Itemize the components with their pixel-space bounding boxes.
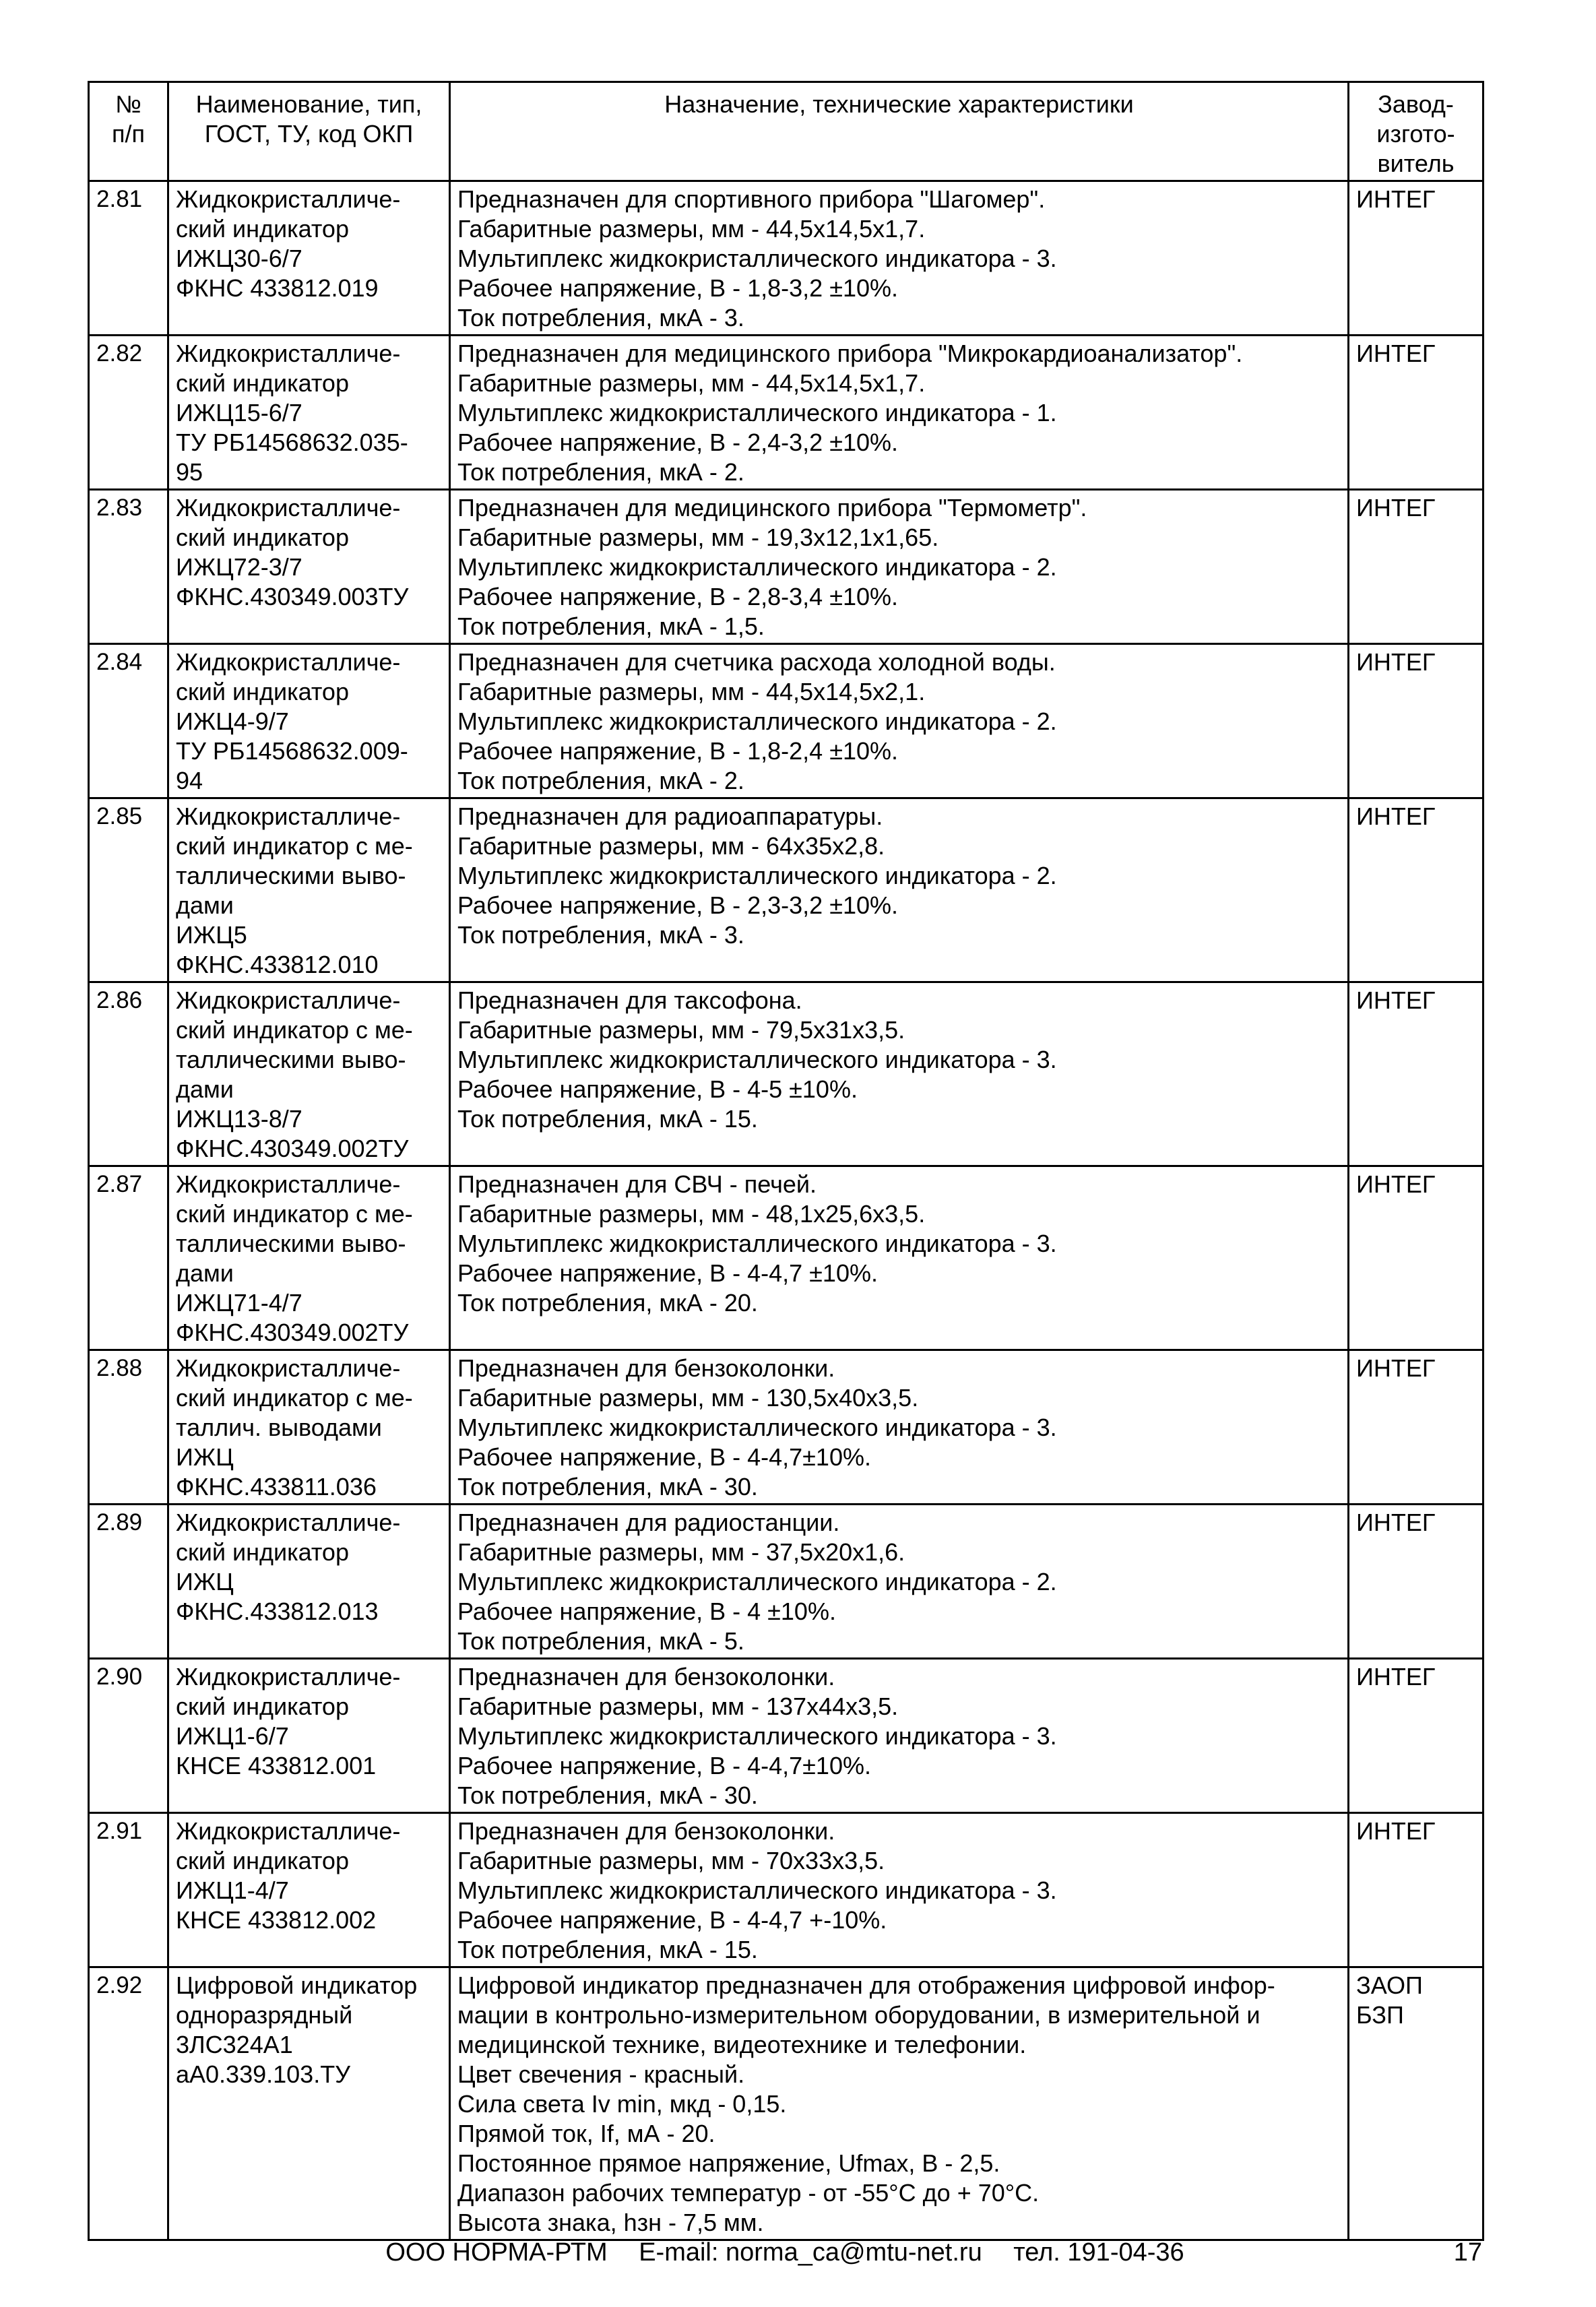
- row-desc-line: Ток потребления, мкА - 3.: [457, 921, 744, 949]
- row-name-cell: [168, 181, 450, 336]
- row-name-line: 94: [176, 767, 203, 794]
- row-name-line: ИЖЦ1-6/7: [176, 1722, 289, 1750]
- row-number-cell: 2.87: [89, 1166, 168, 1350]
- row-name-line: аА0.339.103.ТУ: [176, 2060, 351, 2088]
- row-desc-line: Мультиплекс жидкокристаллического индикатора - 2.: [457, 1568, 1057, 1595]
- table-row: [89, 798, 1483, 982]
- row-number-cell: 2.92: [89, 1967, 168, 2240]
- row-desc-line: Предназначен для счетчика расхода холодной воды.: [457, 648, 1056, 676]
- row-desc-line: Ток потребления, мкА - 15.: [457, 1936, 758, 1963]
- header-maker-line: Завод-: [1378, 90, 1454, 118]
- row-desc-cell: [450, 982, 1349, 1166]
- row-desc-line: Рабочее напряжение, В - 1,8-2,4 ±10%.: [457, 737, 899, 765]
- row-name-cell: [168, 490, 450, 644]
- row-desc-line: Габаритные размеры, мм - 137х44х3,5.: [457, 1693, 899, 1720]
- row-desc-line: Ток потребления, мкА - 15.: [457, 1105, 758, 1133]
- row-name-line: ский индикатор с ме-: [176, 1016, 413, 1044]
- row-desc-line: Рабочее напряжение, В - 4-4,7 +-10%.: [457, 1906, 887, 1934]
- row-name-line: одноразрядный: [176, 2001, 353, 2029]
- row-desc-line: Габаритные размеры, мм - 130,5х40х3,5.: [457, 1384, 919, 1412]
- row-desc-line: Предназначен для бензоколонки.: [457, 1354, 835, 1382]
- row-maker-cell: [1349, 1813, 1483, 1967]
- row-desc-line: Постоянное прямое напряжение, Ufmax, В - 2,5.: [457, 2149, 1000, 2177]
- row-name-line: ИЖЦ: [176, 1568, 234, 1595]
- row-desc-cell: [450, 1967, 1349, 2240]
- row-desc-line: Габаритные размеры, мм - 37,5х20х1,6.: [457, 1538, 905, 1566]
- row-name-cell: [168, 1166, 450, 1350]
- row-name-line: ФКНС.430349.003ТУ: [176, 583, 409, 610]
- row-name-line: ский индикатор: [176, 678, 349, 705]
- row-desc-line: Цифровой индикатор предназначен для отображения цифровой инфор-: [457, 1971, 1275, 1999]
- row-name-line: таллическими выво-: [176, 1230, 406, 1257]
- row-desc-cell: [450, 181, 1349, 336]
- row-desc-line: Предназначен для спортивного прибора "Шагомер".: [457, 185, 1046, 213]
- row-name-line: ФКНС.433812.010: [176, 951, 379, 978]
- row-desc-line: Прямой ток, If, мА - 20.: [457, 2120, 715, 2147]
- page-footer: [88, 2236, 1482, 2269]
- row-name-line: ский индикатор: [176, 524, 349, 551]
- row-desc-line: Мультиплекс жидкокристаллического индикатора - 2.: [457, 707, 1057, 735]
- row-name-line: дами: [176, 891, 234, 919]
- row-name-line: таллич. выводами: [176, 1414, 382, 1441]
- row-desc-line: Предназначен для радиоаппаратуры.: [457, 802, 883, 830]
- row-name-line: ский индикатор с ме-: [176, 1384, 413, 1412]
- row-number-cell: 2.85: [89, 798, 168, 982]
- row-name-line: ИЖЦ4-9/7: [176, 707, 289, 735]
- row-name-line: ТУ РБ14568632.009-: [176, 737, 408, 765]
- row-maker-line: ИНТЕГ: [1356, 1663, 1436, 1690]
- row-name-line: ский индикатор: [176, 1693, 349, 1720]
- row-desc-cell: [450, 336, 1349, 490]
- row-desc-line: Габаритные размеры, мм - 70х33х3,5.: [457, 1847, 885, 1874]
- row-desc-cell: [450, 1166, 1349, 1350]
- header-num-line: №: [115, 90, 141, 118]
- row-number-cell: 2.86: [89, 982, 168, 1166]
- row-desc-line: Ток потребления, мкА - 30.: [457, 1781, 758, 1809]
- row-desc-line: Рабочее напряжение, В - 4 ±10%.: [457, 1598, 836, 1625]
- table-row: [89, 1967, 1483, 2240]
- row-desc-line: Ток потребления, мкА - 3.: [457, 304, 744, 331]
- row-maker-line: ЗАОП: [1356, 1971, 1423, 1999]
- row-name-line: ФКНС.433812.013: [176, 1598, 379, 1625]
- table-row: [89, 1659, 1483, 1813]
- row-name-line: ИЖЦ30-6/7: [176, 245, 302, 272]
- table-row: [89, 181, 1483, 336]
- table-row: [89, 644, 1483, 798]
- row-desc-line: Предназначен для радиостанции.: [457, 1509, 840, 1536]
- row-desc-line: Предназначен для бензоколонки.: [457, 1817, 835, 1845]
- row-desc-line: Высота знака, hзн - 7,5 мм.: [457, 2209, 764, 2236]
- table-row: [89, 1166, 1483, 1350]
- row-maker-line: ИНТЕГ: [1356, 648, 1436, 676]
- row-name-line: Жидкокристалличе-: [176, 986, 401, 1014]
- row-number-cell: 2.91: [89, 1813, 168, 1967]
- row-maker-cell: [1349, 644, 1483, 798]
- footer-phone: тел. 191-04-36: [1013, 2238, 1184, 2267]
- row-desc-cell: [450, 1505, 1349, 1659]
- row-maker-line: ИНТЕГ: [1356, 802, 1436, 830]
- row-desc-line: Предназначен для бензоколонки.: [457, 1663, 835, 1690]
- row-maker-cell: [1349, 1505, 1483, 1659]
- row-name-cell: [168, 1967, 450, 2240]
- row-name-line: ский индикатор: [176, 1538, 349, 1566]
- header-desc: [450, 82, 1349, 181]
- table-row: [89, 336, 1483, 490]
- row-number-cell: 2.82: [89, 336, 168, 490]
- row-desc-line: Ток потребления, мкА - 30.: [457, 1473, 758, 1500]
- row-name-line: ский индикатор: [176, 215, 349, 243]
- row-desc-line: Габаритные размеры, мм - 44,5х14,5х1,7.: [457, 215, 926, 243]
- row-number-cell: 2.83: [89, 490, 168, 644]
- row-name-line: Жидкокристалличе-: [176, 1817, 401, 1845]
- row-desc-line: Мультиплекс жидкокристаллического индикатора - 3.: [457, 1414, 1057, 1441]
- header-maker-line: витель: [1377, 150, 1455, 177]
- row-desc-line: Рабочее напряжение, В - 2,8-3,4 ±10%.: [457, 583, 899, 610]
- footer-company: ООО НОРМА-РТМ: [385, 2238, 608, 2267]
- row-desc-cell: [450, 644, 1349, 798]
- header-name-line: ГОСТ, ТУ, код ОКП: [204, 120, 414, 148]
- row-desc-line: Мультиплекс жидкокристаллического индикатора - 2.: [457, 553, 1057, 581]
- row-desc-line: Мультиплекс жидкокристаллического индикатора - 3.: [457, 1230, 1057, 1257]
- row-maker-cell: [1349, 336, 1483, 490]
- row-desc-line: Ток потребления, мкА - 5.: [457, 1627, 744, 1655]
- row-maker-line: ИНТЕГ: [1356, 1817, 1436, 1845]
- row-desc-line: Рабочее напряжение, В - 2,3-3,2 ±10%.: [457, 891, 899, 919]
- row-desc-cell: [450, 1659, 1349, 1813]
- row-name-line: ИЖЦ71-4/7: [176, 1289, 302, 1317]
- row-desc-line: Ток потребления, мкА - 1,5.: [457, 612, 765, 640]
- row-name-line: ФКНС.433811.036: [176, 1473, 377, 1500]
- row-maker-cell: [1349, 798, 1483, 982]
- row-name-line: Жидкокристалличе-: [176, 1663, 401, 1690]
- row-name-cell: [168, 982, 450, 1166]
- row-desc-line: Рабочее напряжение, В - 4-4,7 ±10%.: [457, 1259, 878, 1287]
- header-name: [168, 82, 450, 181]
- row-name-cell: [168, 644, 450, 798]
- row-name-line: ский индикатор: [176, 1847, 349, 1874]
- row-desc-line: Рабочее напряжение, В - 4-5 ±10%.: [457, 1075, 858, 1103]
- row-name-line: Цифровой индикатор: [176, 1971, 418, 1999]
- header-desc-line: Назначение, технические характеристики: [664, 90, 1134, 118]
- row-maker-line: ИНТЕГ: [1356, 1509, 1436, 1536]
- row-desc-line: Рабочее напряжение, В - 4-4,7±10%.: [457, 1752, 871, 1779]
- table-row: [89, 1813, 1483, 1967]
- header-maker: [1349, 82, 1483, 181]
- row-maker-line: ИНТЕГ: [1356, 1354, 1436, 1382]
- row-desc-line: Предназначен для медицинского прибора "Термометр".: [457, 494, 1087, 522]
- row-name-line: 95: [176, 458, 203, 486]
- row-number-cell: 2.81: [89, 181, 168, 336]
- row-name-line: ТУ РБ14568632.035-: [176, 429, 408, 456]
- row-desc-line: Габаритные размеры, мм - 48,1х25,6х3,5.: [457, 1200, 926, 1228]
- row-name-cell: [168, 1505, 450, 1659]
- header-num-line: п/п: [112, 120, 145, 148]
- row-name-line: дами: [176, 1075, 234, 1103]
- row-desc-line: Ток потребления, мкА - 2.: [457, 767, 744, 794]
- row-maker-line: ИНТЕГ: [1356, 185, 1436, 213]
- row-name-line: Жидкокристалличе-: [176, 494, 401, 522]
- product-table: [88, 81, 1484, 2241]
- row-desc-line: Габаритные размеры, мм - 44,5х14,5х2,1.: [457, 678, 926, 705]
- row-desc-line: Ток потребления, мкА - 2.: [457, 458, 744, 486]
- table-row: [89, 1350, 1483, 1505]
- row-desc-line: Габаритные размеры, мм - 79,5х31х3,5.: [457, 1016, 905, 1044]
- row-desc-line: Ток потребления, мкА - 20.: [457, 1289, 758, 1317]
- row-name-line: Жидкокристалличе-: [176, 802, 401, 830]
- row-name-line: ФКНС 433812.019: [176, 274, 379, 302]
- row-name-line: ИЖЦ: [176, 1443, 234, 1471]
- row-name-line: таллическими выво-: [176, 862, 406, 889]
- row-name-line: ИЖЦ13-8/7: [176, 1105, 302, 1133]
- row-desc-line: Диапазон рабочих температур - от -55°С до + 70°С.: [457, 2179, 1040, 2207]
- header-name-line: Наименование, тип,: [195, 90, 422, 118]
- row-desc-line: Цвет свечения - красный.: [457, 2060, 745, 2088]
- row-maker-cell: [1349, 490, 1483, 644]
- table-header-row: [89, 82, 1483, 181]
- row-desc-line: Предназначен для таксофона.: [457, 986, 802, 1014]
- row-desc-line: Мультиплекс жидкокристаллического индикатора - 3.: [457, 245, 1057, 272]
- row-maker-cell: [1349, 982, 1483, 1166]
- row-name-line: Жидкокристалличе-: [176, 1509, 401, 1536]
- row-number-cell: 2.90: [89, 1659, 168, 1813]
- row-name-line: дами: [176, 1259, 234, 1287]
- table-body: [89, 181, 1483, 2240]
- row-name-cell: [168, 1350, 450, 1505]
- row-desc-line: Габаритные размеры, мм - 44,5х14,5х1,7.: [457, 369, 926, 397]
- row-name-line: 3ЛС324А1: [176, 2031, 293, 2058]
- footer-contacts: [88, 2236, 1482, 2269]
- row-desc-line: Габаритные размеры, мм - 64х35х2,8.: [457, 832, 885, 860]
- row-name-line: Жидкокристалличе-: [176, 340, 401, 367]
- row-name-line: ский индикатор с ме-: [176, 1200, 413, 1228]
- page-number: 17: [1453, 2238, 1482, 2267]
- table-row: [89, 1505, 1483, 1659]
- row-desc-line: Предназначен для СВЧ - печей.: [457, 1170, 817, 1198]
- row-desc-line: Мультиплекс жидкокристаллического индикатора - 3.: [457, 1046, 1057, 1073]
- row-name-line: ИЖЦ5: [176, 921, 247, 949]
- row-maker-cell: [1349, 1166, 1483, 1350]
- row-name-line: ский индикатор с ме-: [176, 832, 413, 860]
- row-name-line: ИЖЦ15-6/7: [176, 399, 302, 426]
- footer-email: E-mail: norma_ca@mtu-net.ru: [639, 2238, 982, 2267]
- row-name-line: Жидкокристалличе-: [176, 185, 401, 213]
- row-desc-line: Мультиплекс жидкокристаллического индикатора - 1.: [457, 399, 1057, 426]
- row-maker-cell: [1349, 181, 1483, 336]
- row-desc-cell: [450, 490, 1349, 644]
- row-desc-line: мации в контрольно-измерительном оборудовании, в измерительной и: [457, 2001, 1260, 2029]
- row-maker-line: ИНТЕГ: [1356, 1170, 1436, 1198]
- row-desc-cell: [450, 1813, 1349, 1967]
- row-name-line: ский индикатор: [176, 369, 349, 397]
- row-name-line: Жидкокристалличе-: [176, 1170, 401, 1198]
- table-row: [89, 982, 1483, 1166]
- row-maker-line: ИНТЕГ: [1356, 340, 1436, 367]
- row-desc-line: Габаритные размеры, мм - 19,3х12,1х1,65.: [457, 524, 939, 551]
- row-desc-cell: [450, 1350, 1349, 1505]
- row-desc-line: Мультиплекс жидкокристаллического индикатора - 3.: [457, 1722, 1057, 1750]
- row-name-cell: [168, 336, 450, 490]
- row-name-line: ФКНС.430349.002ТУ: [176, 1319, 409, 1346]
- header-num: [89, 82, 168, 181]
- row-maker-line: ИНТЕГ: [1356, 494, 1436, 522]
- row-name-cell: [168, 798, 450, 982]
- row-name-line: КНСЕ 433812.001: [176, 1752, 377, 1779]
- row-name-line: КНСЕ 433812.002: [176, 1906, 377, 1934]
- row-desc-line: Мультиплекс жидкокристаллического индикатора - 2.: [457, 862, 1057, 889]
- row-name-line: ИЖЦ72-3/7: [176, 553, 302, 581]
- row-maker-cell: [1349, 1350, 1483, 1505]
- row-number-cell: 2.84: [89, 644, 168, 798]
- row-number-cell: 2.89: [89, 1505, 168, 1659]
- row-maker-cell: [1349, 1967, 1483, 2240]
- row-desc-line: Сила света Iv min, мкд - 0,15.: [457, 2090, 787, 2118]
- row-desc-line: Мультиплекс жидкокристаллического индикатора - 3.: [457, 1876, 1057, 1904]
- row-desc-line: Рабочее напряжение, В - 2,4-3,2 ±10%.: [457, 429, 899, 456]
- row-name-line: таллическими выво-: [176, 1046, 406, 1073]
- row-desc-line: медицинской технике, видеотехнике и телефонии.: [457, 2031, 1027, 2058]
- row-number-cell: 2.88: [89, 1350, 168, 1505]
- table-row: [89, 490, 1483, 644]
- row-desc-line: Рабочее напряжение, В - 1,8-3,2 ±10%.: [457, 274, 899, 302]
- row-desc-line: Рабочее напряжение, В - 4-4,7±10%.: [457, 1443, 871, 1471]
- row-name-line: ИЖЦ1-4/7: [176, 1876, 289, 1904]
- row-maker-line: БЗП: [1356, 2001, 1404, 2029]
- row-name-line: Жидкокристалличе-: [176, 1354, 401, 1382]
- row-name-cell: [168, 1813, 450, 1967]
- row-name-cell: [168, 1659, 450, 1813]
- header-maker-line: изгото-: [1376, 120, 1455, 148]
- row-name-line: ФКНС.430349.002ТУ: [176, 1135, 409, 1162]
- row-desc-cell: [450, 798, 1349, 982]
- row-maker-line: ИНТЕГ: [1356, 986, 1436, 1014]
- row-name-line: Жидкокристалличе-: [176, 648, 401, 676]
- row-maker-cell: [1349, 1659, 1483, 1813]
- row-desc-line: Предназначен для медицинского прибора "Микрокардиоанализатор".: [457, 340, 1243, 367]
